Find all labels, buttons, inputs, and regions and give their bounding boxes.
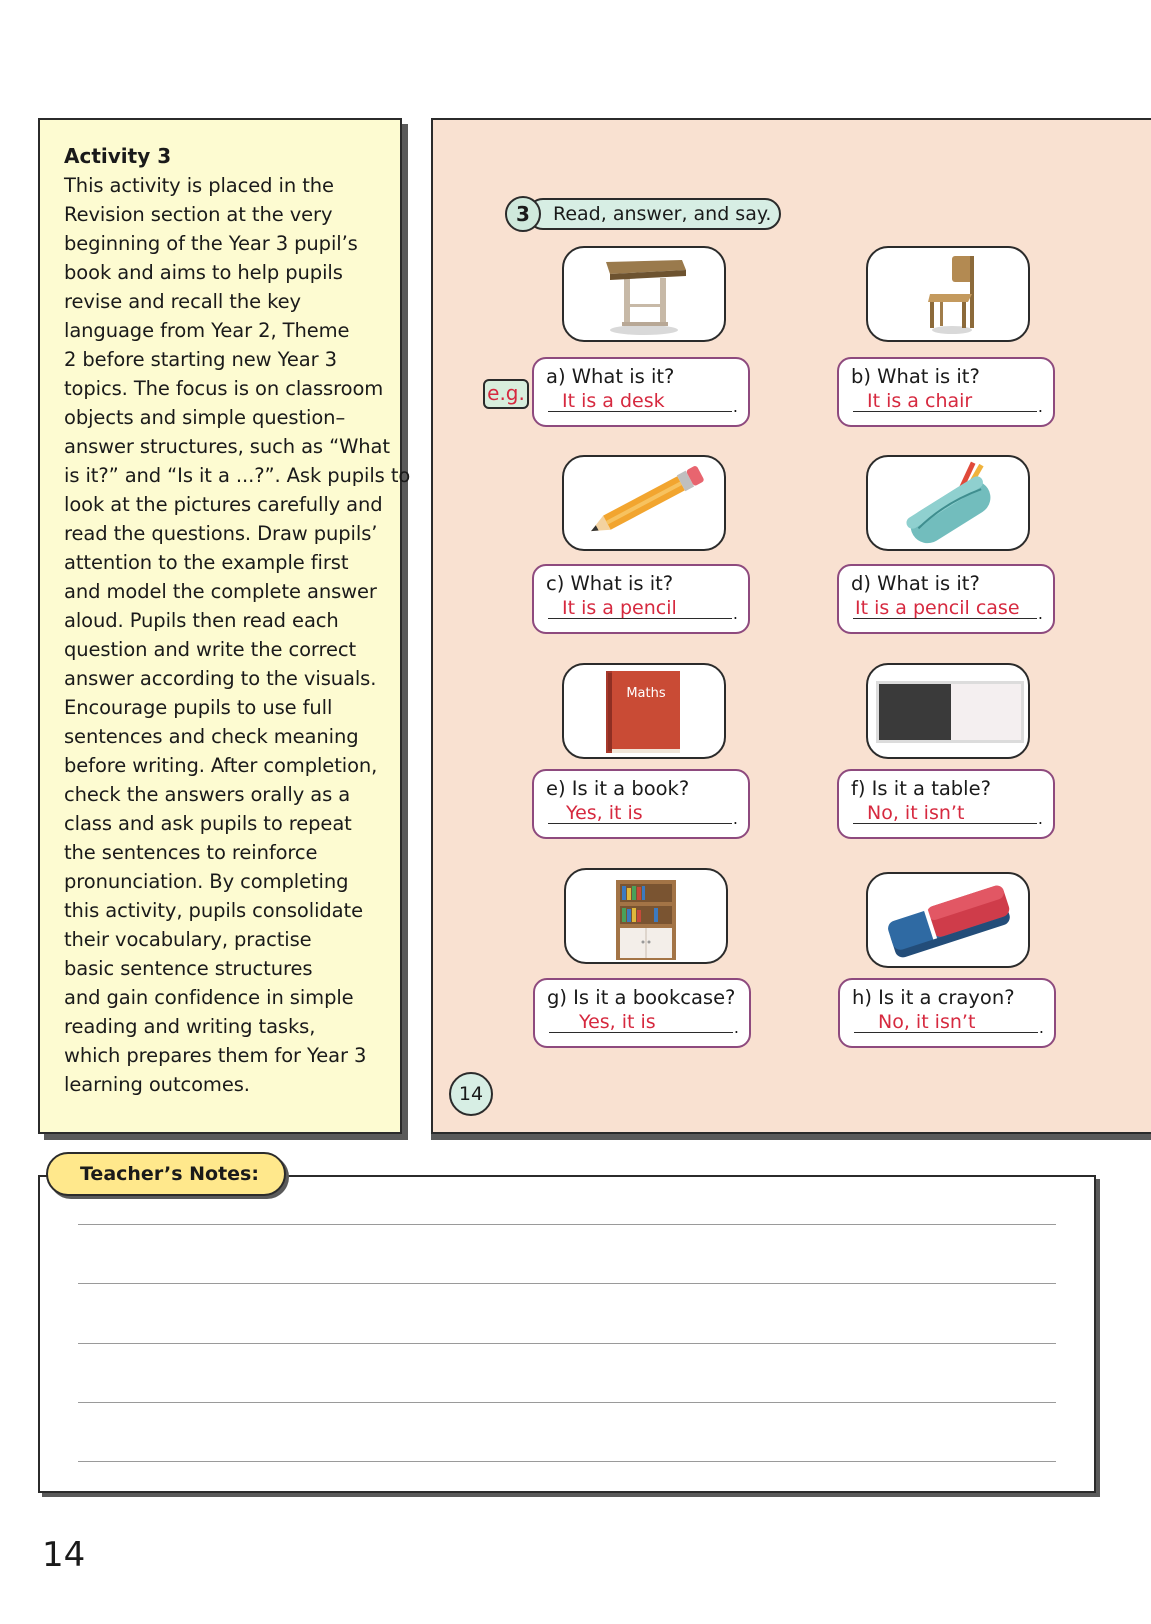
activity-line: aloud. Pupils then read each — [64, 609, 339, 632]
activity-line: check the answers orally as a — [64, 783, 351, 806]
activity-line: pronunciation. By completing — [64, 870, 349, 893]
activity-line: look at the pictures carefully and — [64, 493, 383, 516]
instruction-text: Read, answer, and say. — [527, 198, 781, 230]
question-text: g) Is it a bookcase? — [547, 986, 736, 1009]
example-badge: e.g. — [483, 379, 529, 409]
question-text: b) What is it? — [851, 365, 980, 388]
question-d — [837, 564, 1055, 634]
note-line — [78, 1283, 1056, 1284]
question-g — [533, 978, 751, 1048]
question-a — [532, 357, 750, 427]
activity-line: the sentences to reinforce — [64, 841, 318, 864]
book-picture — [562, 663, 726, 759]
question-e — [532, 769, 750, 839]
activity-line: which prepares them for Year 3 — [64, 1044, 367, 1067]
activity-line: This activity is placed in the — [64, 174, 334, 197]
activity-line: read the questions. Draw pupils’ — [64, 522, 378, 545]
full-stop: . — [732, 809, 738, 828]
page-number: 14 — [42, 1535, 86, 1575]
activity-line: reading and writing tasks, — [64, 1015, 316, 1038]
book-icon — [564, 665, 724, 757]
answer-text: It is a chair — [867, 390, 973, 412]
question-text: e) Is it a book? — [546, 777, 690, 800]
activity-line: Encourage pupils to use full — [64, 696, 333, 719]
full-stop: . — [1037, 397, 1043, 416]
activity-line: beginning of the Year 3 pupil’s — [64, 232, 358, 255]
full-stop: . — [732, 397, 738, 416]
activity-line: question and write the correct — [64, 638, 357, 661]
activity-description — [64, 171, 411, 1099]
activity-line: before writing. After completion, — [64, 754, 378, 777]
book-cover-text: Maths — [626, 686, 666, 701]
book-page-number: 14 — [449, 1072, 493, 1116]
activity-line: class and ask pupils to repeat — [64, 812, 352, 835]
answer-text: No, it isn’t — [878, 1011, 976, 1033]
activity-line: basic sentence structures — [64, 957, 313, 980]
board-icon — [868, 665, 1028, 757]
activity-line: and model the complete answer — [64, 580, 377, 603]
teacher-notes-title: Teacher’s Notes: — [46, 1152, 286, 1196]
activity-line: topics. The focus is on classroom — [64, 377, 384, 400]
activity-line: sentences and check meaning — [64, 725, 359, 748]
full-stop: . — [1038, 1018, 1044, 1037]
answer-text: Yes, it is — [579, 1011, 656, 1033]
activity-line: 2 before starting new Year 3 — [64, 348, 337, 371]
activity-line: answer according to the visuals. — [64, 667, 377, 690]
activity-line: attention to the example first — [64, 551, 349, 574]
answer-text: It is a pencil case — [855, 597, 1020, 619]
eraser-icon — [868, 874, 1028, 966]
activity-line: and gain confidence in simple — [64, 986, 354, 1009]
activity-line: is it?” and “Is it a ...?”. Ask pupils to — [64, 464, 411, 487]
answer-text: It is a desk — [562, 390, 665, 412]
pencil-case-icon — [868, 457, 1028, 549]
teacher-notes-box — [38, 1175, 1096, 1493]
bookcase-icon — [566, 870, 726, 962]
activity-line: their vocabulary, practise — [64, 928, 312, 951]
full-stop: . — [732, 604, 738, 623]
activity-line: Revision section at the very — [64, 203, 333, 226]
question-text: f) Is it a table? — [851, 777, 991, 800]
desk-icon — [564, 248, 724, 340]
answer-text: Yes, it is — [566, 802, 643, 824]
exercise-number: 3 — [505, 196, 541, 232]
activity-line: book and aims to help pupils — [64, 261, 343, 284]
activity-line: language from Year 2, Theme — [64, 319, 350, 342]
activity-title: Activity 3 — [64, 144, 172, 168]
question-text: d) What is it? — [851, 572, 980, 595]
bookcase-picture — [564, 868, 728, 964]
chair-icon — [868, 248, 1028, 340]
answer-text: No, it isn’t — [867, 802, 965, 824]
chair-picture — [866, 246, 1030, 342]
pencil-picture — [562, 455, 726, 551]
activity-line: this activity, pupils consolidate — [64, 899, 363, 922]
question-c — [532, 564, 750, 634]
activity-line: answer structures, such as “What — [64, 435, 390, 458]
question-b — [837, 357, 1055, 427]
full-stop: . — [733, 1018, 739, 1037]
question-text: c) What is it? — [546, 572, 674, 595]
full-stop: . — [1037, 809, 1043, 828]
note-line — [78, 1224, 1056, 1225]
pencil-case-picture — [866, 455, 1030, 551]
eraser-picture — [866, 872, 1030, 968]
pencil-icon — [564, 457, 724, 549]
activity-line: revise and recall the key — [64, 290, 301, 313]
activity-line: objects and simple question– — [64, 406, 346, 429]
activity-line: learning outcomes. — [64, 1073, 250, 1096]
note-line — [78, 1461, 1056, 1462]
question-text: a) What is it? — [546, 365, 675, 388]
activity-panel — [38, 118, 411, 1134]
note-line — [78, 1343, 1056, 1344]
question-f — [837, 769, 1055, 839]
answer-text: It is a pencil — [562, 597, 677, 619]
question-text: h) Is it a crayon? — [852, 986, 1015, 1009]
note-line — [78, 1402, 1056, 1403]
desk-picture — [562, 246, 726, 342]
question-h — [838, 978, 1056, 1048]
full-stop: . — [1037, 604, 1043, 623]
board-picture — [866, 663, 1030, 759]
